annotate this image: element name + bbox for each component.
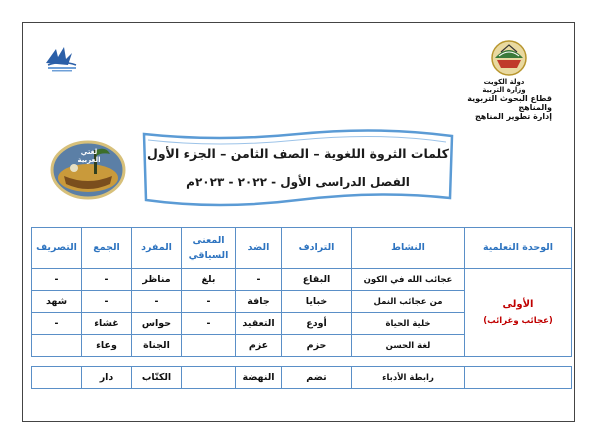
- header-activity: النشاط: [352, 228, 465, 269]
- activity-cell: عجائب الله في الكون: [352, 269, 465, 291]
- badge-label: لغتي العربية: [77, 148, 101, 164]
- banner-title: كلمات الثروة اللغوية – الصف الثامن – الجزء الأول: [147, 146, 449, 161]
- conjugation-cell: [32, 367, 82, 389]
- plural-cell: دار: [82, 367, 132, 389]
- singular-cell: حواس: [132, 313, 182, 335]
- conjugation-cell: شهد: [32, 291, 82, 313]
- department-name: إدارة تطوير المناهج: [475, 112, 552, 122]
- table-spacer-row: [32, 357, 572, 367]
- activity-cell: رابطة الأدباء: [352, 367, 465, 389]
- banner-subtitle: الفصل الدراسى الأول - ٢٠٢٢ - ٢٠٢٣م: [186, 175, 410, 189]
- singular-cell: -: [132, 291, 182, 313]
- header-singular: المفرد: [132, 228, 182, 269]
- synonym-cell: خبايا: [282, 291, 352, 313]
- plural-cell: -: [82, 269, 132, 291]
- kuwait-emblem: [487, 36, 531, 80]
- table-row: [32, 367, 572, 389]
- header-conjugation: التصريف: [32, 228, 82, 269]
- antonym-cell: عزم: [236, 335, 282, 357]
- contextual-cell: [182, 367, 236, 389]
- title-banner: [138, 128, 458, 208]
- synonym-cell: البقاع: [282, 269, 352, 291]
- synonym-cell: تضم: [282, 367, 352, 389]
- antonym-cell: التعقيد: [236, 313, 282, 335]
- unit-subtitle: (عجائب وغرائب): [483, 316, 553, 326]
- header-synonym: الترادف: [282, 228, 352, 269]
- activity-cell: لغة الحسن: [352, 335, 465, 357]
- singular-cell: الجناة: [132, 335, 182, 357]
- unit-cell: [465, 269, 572, 357]
- conjugation-cell: -: [32, 313, 82, 335]
- sector-name: قطاع البحوث التربوية والمناهج: [467, 94, 552, 113]
- unit-cell: [465, 367, 572, 389]
- plural-cell: غشاء: [82, 313, 132, 335]
- contextual-cell: -: [182, 291, 236, 313]
- contextual-cell: بلغ: [182, 269, 236, 291]
- conjugation-cell: [32, 335, 82, 357]
- antonym-cell: -: [236, 269, 282, 291]
- vocabulary-table: [31, 227, 572, 389]
- curriculum-logo: [42, 45, 82, 73]
- activity-cell: من عجائب النمل: [352, 291, 465, 313]
- contextual-cell: -: [182, 313, 236, 335]
- activity-cell: خلية الحياة: [352, 313, 465, 335]
- header-unit: الوحدة التعلمية: [465, 228, 572, 269]
- ministry-header: [462, 78, 552, 122]
- antonym-cell: جافة: [236, 291, 282, 313]
- ministry-name: وزارة التربية: [482, 86, 526, 95]
- singular-cell: مناظر: [132, 269, 182, 291]
- conjugation-cell: -: [32, 269, 82, 291]
- header-contextual: المعنى السياقي: [182, 228, 236, 269]
- state-name: دولة الكويت: [483, 78, 525, 86]
- header-plural: الجمع: [82, 228, 132, 269]
- table-header-row: [32, 228, 572, 269]
- header-antonym: الضد: [236, 228, 282, 269]
- synonym-cell: أودع: [282, 313, 352, 335]
- plural-cell: -: [82, 291, 132, 313]
- singular-cell: الكتّاب: [132, 367, 182, 389]
- synonym-cell: حزم: [282, 335, 352, 357]
- plural-cell: وعاء: [82, 335, 132, 357]
- contextual-cell: [182, 335, 236, 357]
- antonym-cell: النهضة: [236, 367, 282, 389]
- unit-name: الأولى: [502, 299, 534, 310]
- table-row: [32, 269, 572, 291]
